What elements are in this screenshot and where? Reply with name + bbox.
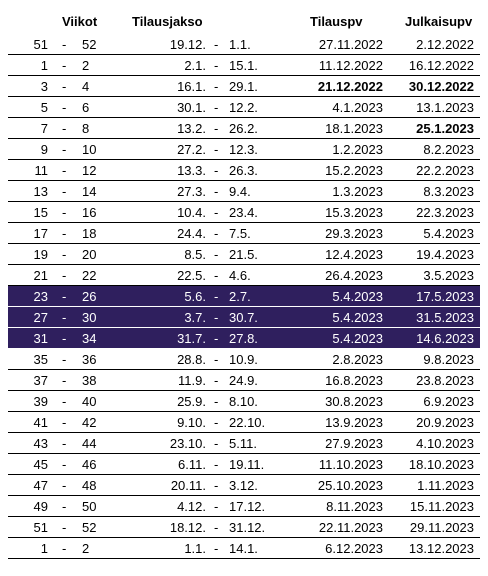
period-start: 11.9. [178,373,206,388]
header-tilauspv: Tilauspv [310,14,363,29]
week-separator: - [62,289,67,304]
publish-date: 9.8.2023 [423,352,474,367]
week-end: 42 [82,415,97,430]
week-separator: - [62,184,67,199]
order-date: 1.3.2023 [332,184,383,199]
order-date: 16.8.2023 [325,373,383,388]
week-end: 38 [82,373,97,388]
period-start: 30.1. [177,100,206,115]
week-end: 22 [82,268,97,283]
period-start: 4.12. [177,499,206,514]
period-separator: - [214,457,219,472]
week-end: 36 [82,352,97,367]
table-row [8,97,480,118]
table-row [8,370,480,391]
period-separator: - [214,520,219,535]
publish-date: 13.1.2023 [416,100,474,115]
week-separator: - [62,247,67,262]
period-separator: - [214,331,219,346]
order-date: 12.4.2023 [325,247,383,262]
order-date: 27.9.2023 [325,436,383,451]
week-start: 23 [33,289,48,304]
period-end: 8.10. [229,394,258,409]
header-viikot: Viikot [62,14,98,29]
week-start: 1 [40,58,48,73]
period-separator: - [214,163,219,178]
period-end: 3.12. [229,478,258,493]
period-end: 27.8. [229,331,258,346]
table-row [8,265,480,286]
table-row [8,160,480,181]
week-start: 17 [33,226,48,241]
week-end: 40 [82,394,97,409]
week-separator: - [62,205,67,220]
week-end: 12 [82,163,97,178]
period-separator: - [214,289,219,304]
table-row [8,286,480,307]
week-separator: - [62,100,67,115]
period-separator: - [214,394,219,409]
period-separator: - [214,205,219,220]
period-end: 29.1. [229,79,258,94]
period-end: 12.2. [229,100,258,115]
period-start: 20.11. [170,478,206,493]
week-separator: - [62,352,67,367]
table-row [8,412,480,433]
week-end: 4 [82,79,90,94]
publish-date: 3.5.2023 [423,268,474,283]
week-separator: - [62,58,67,73]
table-row [8,517,480,538]
period-start: 18.12. [169,520,206,535]
period-separator: - [214,436,219,451]
week-end: 48 [82,478,97,493]
publish-date: 19.4.2023 [416,247,474,262]
table-row [8,223,480,244]
order-date: 21.12.2022 [317,79,383,94]
period-separator: - [214,541,219,556]
period-separator: - [214,121,219,136]
publish-date: 25.1.2023 [416,121,474,136]
period-end: 26.3. [229,163,258,178]
week-separator: - [62,226,67,241]
period-end: 15.1. [229,58,258,73]
week-end: 52 [82,520,97,535]
schedule-table [8,34,480,559]
week-separator: - [62,436,67,451]
week-start: 13 [33,184,48,199]
period-end: 12.3. [229,142,258,157]
week-separator: - [62,415,67,430]
week-start: 9 [40,142,48,157]
period-start: 13.3. [177,163,206,178]
order-date: 6.12.2023 [325,541,383,556]
order-date: 2.8.2023 [332,352,383,367]
week-separator: - [62,37,67,52]
period-separator: - [214,499,219,514]
period-separator: - [214,37,219,52]
publish-date: 22.3.2023 [416,205,474,220]
table-row [8,202,480,223]
order-date: 5.4.2023 [332,331,383,346]
order-date: 27.11.2022 [318,37,383,52]
order-date: 5.4.2023 [332,289,383,304]
week-start: 35 [33,352,48,367]
publish-date: 2.12.2022 [416,37,474,52]
week-start: 7 [40,121,48,136]
table-row [8,307,480,328]
period-start: 8.5. [184,247,206,262]
table-row [8,433,480,454]
week-start: 11 [34,163,48,178]
week-separator: - [62,121,67,136]
period-separator: - [214,79,219,94]
period-end: 7.5. [229,226,251,241]
period-start: 16.1. [177,79,206,94]
week-start: 3 [40,79,48,94]
period-end: 9.4. [229,184,251,199]
publish-date: 15.11.2023 [409,499,474,514]
period-start: 19.12. [169,37,206,52]
publish-date: 8.3.2023 [423,184,474,199]
week-start: 49 [33,499,48,514]
period-start: 28.8. [177,352,206,367]
publish-date: 5.4.2023 [423,226,474,241]
table-row [8,181,480,202]
period-separator: - [214,268,219,283]
period-separator: - [214,310,219,325]
table-row [8,244,480,265]
period-separator: - [214,142,219,157]
order-date: 30.8.2023 [325,394,383,409]
table-row [8,34,480,55]
period-start: 31.7. [177,331,206,346]
week-end: 2 [82,541,90,556]
period-separator: - [214,184,219,199]
period-start: 1.1. [184,541,206,556]
period-start: 22.5. [177,268,206,283]
week-end: 26 [82,289,97,304]
week-start: 41 [33,415,48,430]
publish-date: 14.6.2023 [416,331,474,346]
week-start: 31 [33,331,48,346]
week-separator: - [62,373,67,388]
week-end: 2 [82,58,90,73]
period-start: 25.9. [177,394,206,409]
week-start: 5 [40,100,48,115]
publish-date: 1.11.2023 [417,478,474,493]
week-start: 51 [33,37,48,52]
week-separator: - [62,163,67,178]
period-separator: - [214,478,219,493]
period-end: 23.4. [229,205,258,220]
order-date: 1.2.2023 [332,142,383,157]
week-start: 27 [33,310,48,325]
order-date: 29.3.2023 [325,226,383,241]
week-end: 6 [82,100,90,115]
table-row [8,118,480,139]
order-date: 15.2.2023 [325,163,383,178]
week-start: 45 [33,457,48,472]
period-start: 10.4. [177,205,206,220]
period-start: 27.3. [177,184,206,199]
period-end: 26.2. [229,121,258,136]
table-row [8,475,480,496]
week-end: 20 [82,247,97,262]
publish-date: 22.2.2023 [416,163,474,178]
period-end: 31.12. [229,520,266,535]
table-row [8,55,480,76]
week-separator: - [62,520,67,535]
order-date: 8.11.2023 [326,499,383,514]
publish-date: 20.9.2023 [416,415,474,430]
period-start: 3.7. [184,310,206,325]
order-date: 4.1.2023 [332,100,383,115]
week-start: 19 [33,247,48,262]
order-date: 13.9.2023 [325,415,383,430]
week-start: 51 [33,520,48,535]
period-separator: - [214,373,219,388]
week-start: 21 [33,268,48,283]
week-start: 15 [33,205,48,220]
table-row [8,391,480,412]
order-date: 5.4.2023 [332,310,383,325]
publish-date: 18.10.2023 [408,457,474,472]
week-end: 16 [82,205,97,220]
table-row [8,349,480,370]
week-end: 46 [82,457,97,472]
week-end: 52 [82,37,97,52]
period-end: 14.1. [229,541,258,556]
publish-date: 6.9.2023 [423,394,474,409]
week-start: 43 [33,436,48,451]
table-row [8,538,480,559]
period-end: 4.6. [229,268,251,283]
header-tilausjakso: Tilausjakso [132,14,203,29]
period-end: 30.7. [229,310,258,325]
publish-date: 31.5.2023 [416,310,474,325]
period-separator: - [214,58,219,73]
period-separator: - [214,226,219,241]
week-end: 14 [82,184,97,199]
week-end: 30 [82,310,97,325]
period-end: 19.11. [229,457,265,472]
week-end: 8 [82,121,90,136]
publish-date: 17.5.2023 [416,289,474,304]
week-separator: - [62,541,67,556]
period-start: 23.10. [169,436,206,451]
order-date: 11.10.2023 [318,457,383,472]
week-separator: - [62,79,67,94]
publish-date: 4.10.2023 [416,436,474,451]
period-separator: - [214,352,219,367]
period-end: 22.10. [229,415,266,430]
publish-date: 13.12.2023 [408,541,474,556]
order-date: 15.3.2023 [325,205,383,220]
table-row [8,496,480,517]
period-start: 5.6. [184,289,206,304]
period-start: 6.11. [178,457,206,472]
publish-date: 16.12.2022 [408,58,474,73]
table-row [8,454,480,475]
table-header [0,0,488,34]
period-end: 10.9. [229,352,258,367]
period-start: 9.10. [177,415,206,430]
order-date: 25.10.2023 [317,478,383,493]
publish-date: 30.12.2022 [408,79,474,94]
period-start: 2.1. [184,58,206,73]
week-start: 47 [33,478,48,493]
period-separator: - [214,247,219,262]
publish-date: 29.11.2023 [409,520,474,535]
week-separator: - [62,394,67,409]
period-start: 27.2. [177,142,206,157]
week-end: 44 [82,436,97,451]
header-julkaisupv: Julkaisupv [405,14,473,29]
week-end: 50 [82,499,97,514]
order-date: 22.11.2023 [318,520,383,535]
week-separator: - [62,268,67,283]
week-start: 39 [33,394,48,409]
period-separator: - [214,100,219,115]
week-separator: - [62,478,67,493]
week-end: 10 [82,142,97,157]
week-separator: - [62,457,67,472]
week-end: 34 [82,331,97,346]
table-row [8,76,480,97]
publish-date: 8.2.2023 [423,142,474,157]
order-date: 18.1.2023 [325,121,383,136]
week-separator: - [62,310,67,325]
period-end: 5.11. [229,436,257,451]
week-start: 1 [40,541,48,556]
week-separator: - [62,499,67,514]
period-end: 21.5. [229,247,258,262]
period-end: 1.1. [229,37,251,52]
week-end: 18 [82,226,97,241]
week-separator: - [62,331,67,346]
table-row [8,328,480,349]
period-separator: - [214,415,219,430]
period-end: 2.7. [229,289,251,304]
order-date: 11.12.2022 [318,58,383,73]
week-start: 37 [33,373,48,388]
order-date: 26.4.2023 [325,268,383,283]
table-row [8,139,480,160]
week-separator: - [62,142,67,157]
period-end: 24.9. [229,373,258,388]
publish-date: 23.8.2023 [416,373,474,388]
period-end: 17.12. [229,499,266,514]
period-start: 24.4. [177,226,206,241]
period-start: 13.2. [177,121,206,136]
